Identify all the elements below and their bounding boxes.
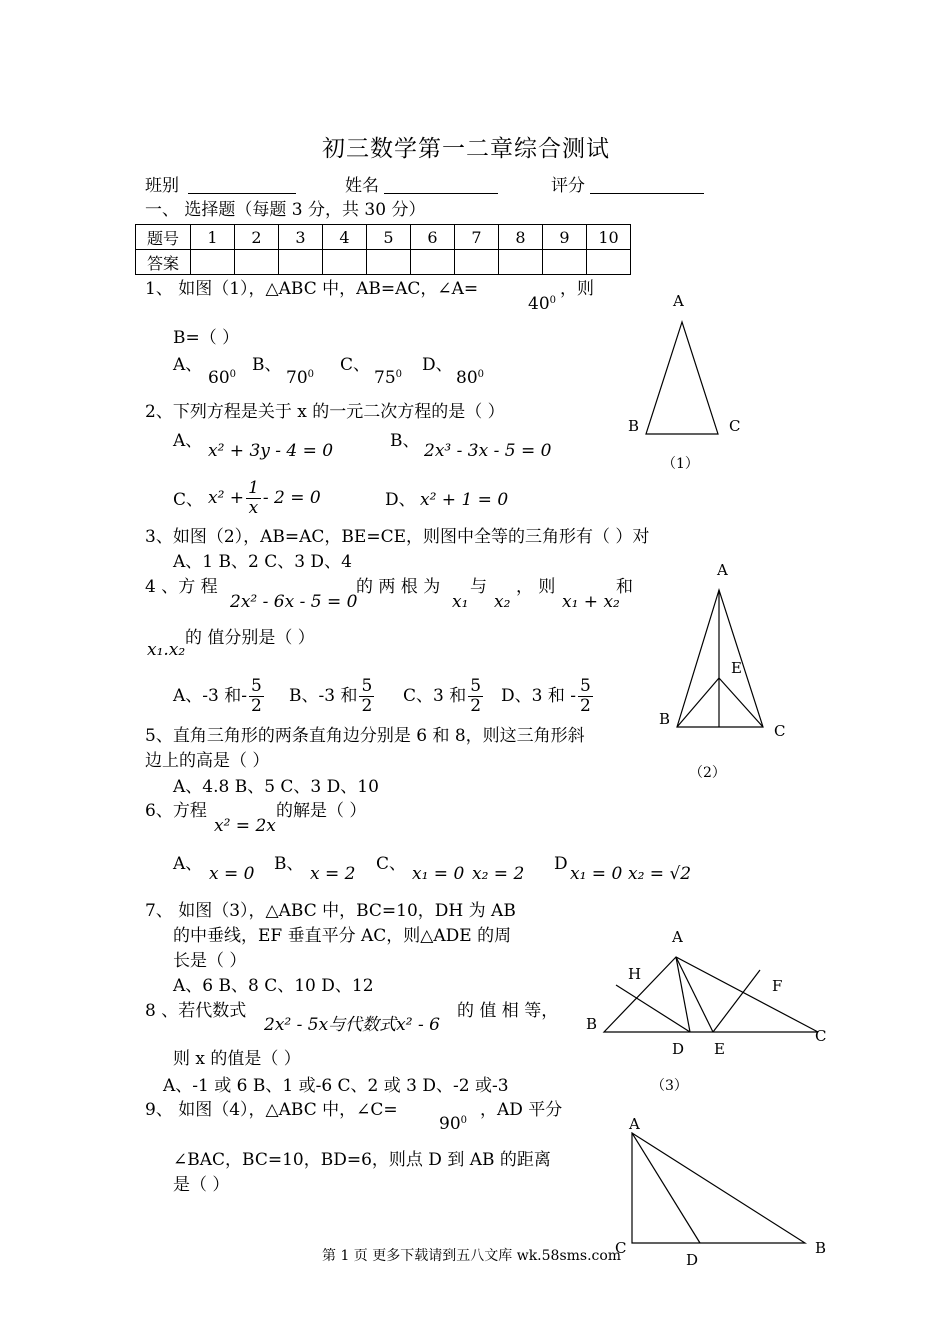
number-cell: 6 [411,225,455,250]
degree-mark: 0 [395,369,403,380]
q9-angle-value: 90 [439,1114,461,1134]
fig3-label-a: A [672,928,683,946]
denominator: 2 [580,696,591,716]
q4-ze: ， 则 [516,577,556,597]
q1-option-a-label: A、 [173,355,203,375]
number-cell: 1 [191,225,235,250]
segment-be [677,678,719,727]
denominator: 2 [470,696,482,716]
page-title: 初三数学第一二章综合测试 [322,136,610,162]
row-label: 答案 [136,250,191,275]
q4-stem: 4 、方 程 [145,577,218,597]
figure-1 [646,322,718,434]
segment-ae [676,957,713,1032]
numerator: 5 [251,676,262,696]
q3-stem: 3、如图（2），AB=AC，BE=CE，则图中全等的三角形有（ ）对 [145,527,650,547]
q8-options: A、-1 或 6 B、1 或-6 C、2 或 3 D、-2 或-3 [163,1076,509,1096]
q4-product: x₁.x₂ [147,640,186,660]
triangle-abc [646,322,718,434]
segment-ad [676,957,690,1032]
q7-stem-line3: 长是（ ） [173,951,247,971]
q4-sum: x₁ + x₂ [562,592,620,612]
q1-option-c-value: 75 [374,368,396,388]
q4-b-label: B、-3 和 [289,686,358,706]
q2-c-post: - 2 = 0 [262,488,321,508]
line-ef [713,970,760,1032]
fig2-caption: （2） [689,765,726,781]
q6-option-c1: x₁ = 0 [412,864,465,884]
q4-x1: x₁ [452,592,469,612]
q2-stem: 2、下列方程是关于 x 的一元二次方程的是（ ） [145,402,505,422]
q6-option-b-label: B、 [274,854,304,874]
q1-option-c-label: C、 [340,355,371,375]
q6-option-c-label: C、 [376,854,407,874]
degree-mark: 0 [477,369,485,380]
fig2-label-b: B [659,710,671,728]
degree-mark: 0 [229,369,237,380]
q6-stem-b: 的解是（ ） [276,801,367,821]
q2-option-d-label: D、 [385,490,416,510]
fig4-label-c: C [615,1239,627,1257]
q7-options: A、6 B、8 C、10 D、12 [173,976,374,996]
q9-stem: 9、 如图（4），△ABC 中，∠C= [145,1100,398,1120]
q4-c-label: C、3 和 [403,686,467,706]
q1-angle-value: 40 [528,294,550,314]
q1-option-d-label: D、 [422,355,453,375]
number-cell: 2 [235,225,279,250]
q4-he: 和 [616,577,633,597]
fig4-label-d: D [686,1251,699,1269]
numerator: 5 [580,676,591,696]
q5-stem-line2: 边上的高是（ ） [145,751,270,771]
q2-option-d: x² + 1 = 0 [420,490,509,510]
q3-options: A、1 B、2 C、3 D、4 [173,552,352,572]
q2-option-a-label: A、 [173,431,203,451]
q4-x2: x₂ [494,592,511,612]
q1-stem-line2: B=（ ） [173,328,240,348]
page-footer: 第 1 页 更多下载请到五八文库 wk.58sms.com [322,1248,622,1264]
triangle-abc [632,1133,805,1243]
number-cell: 10 [587,225,631,250]
denominator: 2 [251,696,262,716]
segment-ce [719,678,763,727]
q2-option-b-label: B、 [390,431,420,451]
numerator: 5 [361,676,373,696]
q6-option-d2: x₂ = √2 [628,864,692,884]
name-label: 姓名 [345,176,379,196]
q8-stem-b: 的 值 相 等， [457,1001,559,1021]
q4-d-label: D、3 和 - [501,686,576,706]
segment-ad [632,1133,700,1243]
q8-stem: 8 、若代数式 [145,1001,247,1021]
fig3-label-e: E [714,1040,725,1058]
q6-option-a: x = 0 [209,864,255,884]
denominator: 2 [361,696,373,716]
degree-mark: 0 [460,1115,468,1126]
q1-option-b-label: B、 [252,355,282,375]
q8-stem-c: 则 x 的值是（ ） [173,1049,301,1069]
score-label: 评分 [551,176,585,196]
q9-stem-b: ，AD 平分 [480,1100,563,1120]
q1-option-b-value: 70 [286,368,308,388]
number-cell: 7 [455,225,499,250]
q4-equation: 2x² - 6x - 5 = 0 [230,592,358,612]
q2-c-pre: x² + [208,488,245,508]
q2-option-b: 2x³ - 3x - 5 = 0 [424,441,552,461]
fig3-caption: （3） [651,1078,688,1094]
q6-option-d1: x₁ = 0 [570,864,623,884]
q6-option-c2: x₂ = 2 [472,864,525,884]
q1-option-d-value: 80 [456,368,478,388]
q8-expression: 2x² - 5x与代数式x² - 6 [264,1015,440,1035]
denominator: x [248,498,259,518]
fig1-label-a: A [673,292,684,310]
section-heading: 一、 选择题（每题 3 分，共 30 分） [145,200,426,220]
fig2-label-a: A [717,561,728,579]
degree-mark: 0 [307,369,315,380]
fig3-label-b: B [586,1015,598,1033]
number-cell: 3 [279,225,323,250]
q1-stem: 1、 如图（1），△ABC 中，AB=AC，∠A= [145,279,479,299]
q5-options: A、4.8 B、5 C、3 D、10 [173,777,379,797]
q7-stem-line1: 7、 如图（3），△ABC 中，BC=10，DH 为 AB [145,901,516,921]
fig1-label-b: B [628,417,640,435]
figure-2 [677,590,763,727]
number-cell: 4 [323,225,367,250]
class-label: 班别 [145,176,179,196]
q9-stem-line2: ∠BAC，BC=10，BD=6，则点 D 到 AB 的距离 [173,1150,551,1170]
fig3-label-d: D [672,1040,685,1058]
fig2-label-c: C [774,722,786,740]
row-label: 题号 [136,225,191,250]
q4-yu: 与 [470,577,487,597]
q6-stem: 6、方程 [145,801,207,821]
fig1-caption: （1） [662,456,699,472]
q7-stem-line2: 的中垂线，EF 垂直平分 AC，则△ADE 的周 [173,926,512,946]
fig3-label-f: F [772,977,783,995]
figure-4 [632,1133,805,1243]
q1-stem-tail: ，则 [560,279,594,299]
q4-stem-c: 的 值分别是（ ） [185,628,315,648]
q6-option-d-label: D [554,854,568,874]
fig3-label-c: C [815,1027,827,1045]
fig4-label-a: A [629,1115,640,1133]
q6-option-a-label: A、 [173,854,203,874]
degree-mark: 0 [549,295,557,306]
fig2-label-e: E [731,659,742,677]
fig3-label-h: H [628,965,642,983]
number-cell: 8 [499,225,543,250]
q4-stem-b: 的 两 根 为 [356,577,441,597]
fig4-label-b: B [815,1239,827,1257]
q2-option-a: x² + 3y - 4 = 0 [208,441,334,461]
fig1-label-c: C [729,417,741,435]
q5-stem-line1: 5、直角三角形的两条直角边分别是 6 和 8，则这三角形斜 [145,726,585,746]
numerator: 5 [470,676,482,696]
q6-equation: x² = 2x [214,816,276,836]
q1-option-a-value: 60 [208,368,230,388]
q4-a-label: A、-3 和- [173,686,247,706]
numerator: 1 [248,478,259,498]
triangle-abc [677,590,763,727]
q9-stem-line3: 是（ ） [173,1175,230,1195]
q6-option-b: x = 2 [310,864,356,884]
number-cell: 5 [367,225,411,250]
q2-option-c-label: C、 [173,490,204,510]
number-cell: 9 [543,225,587,250]
